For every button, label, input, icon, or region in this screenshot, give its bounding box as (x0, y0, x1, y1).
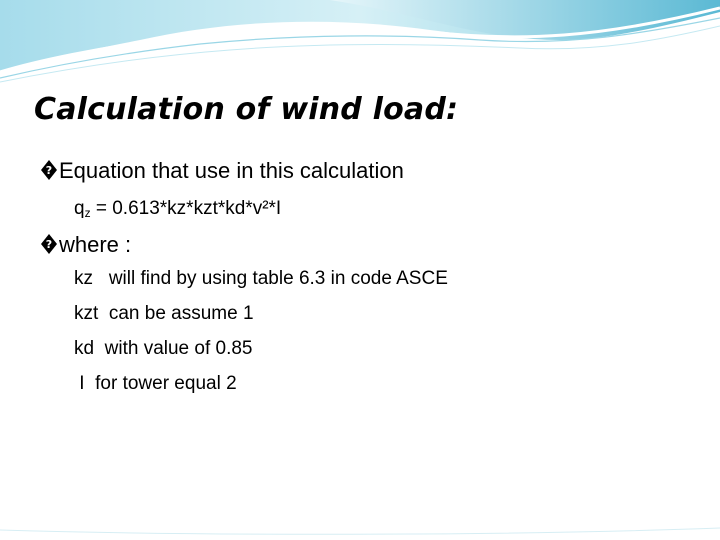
replacement-glyph-icon (40, 233, 58, 255)
equation-subscript: z (84, 206, 91, 220)
svg-text:?: ? (45, 164, 53, 177)
equation-q: q (74, 198, 85, 219)
bullet-text: Equation that use in this calculation (59, 158, 404, 183)
detail-line-kd: kd with value of 0.85 (74, 338, 253, 359)
bullet-text: where : (59, 232, 132, 257)
bullet-item-equation (40, 158, 404, 184)
slide-title: Calculation of wind load: (34, 92, 459, 127)
detail-line-kzt: kzt can be assume 1 (74, 303, 254, 324)
detail-line-kz: kz will find by using table 6.3 in code ASCE (74, 268, 448, 289)
equation-line (74, 198, 281, 220)
replacement-glyph-icon (40, 159, 58, 181)
svg-text:?: ? (45, 238, 53, 251)
detail-line-i: I for tower equal 2 (74, 373, 237, 394)
bullet-item-where (40, 232, 131, 258)
equation-body: = 0.613*kz*kzt*kd*v²*I (90, 198, 282, 219)
